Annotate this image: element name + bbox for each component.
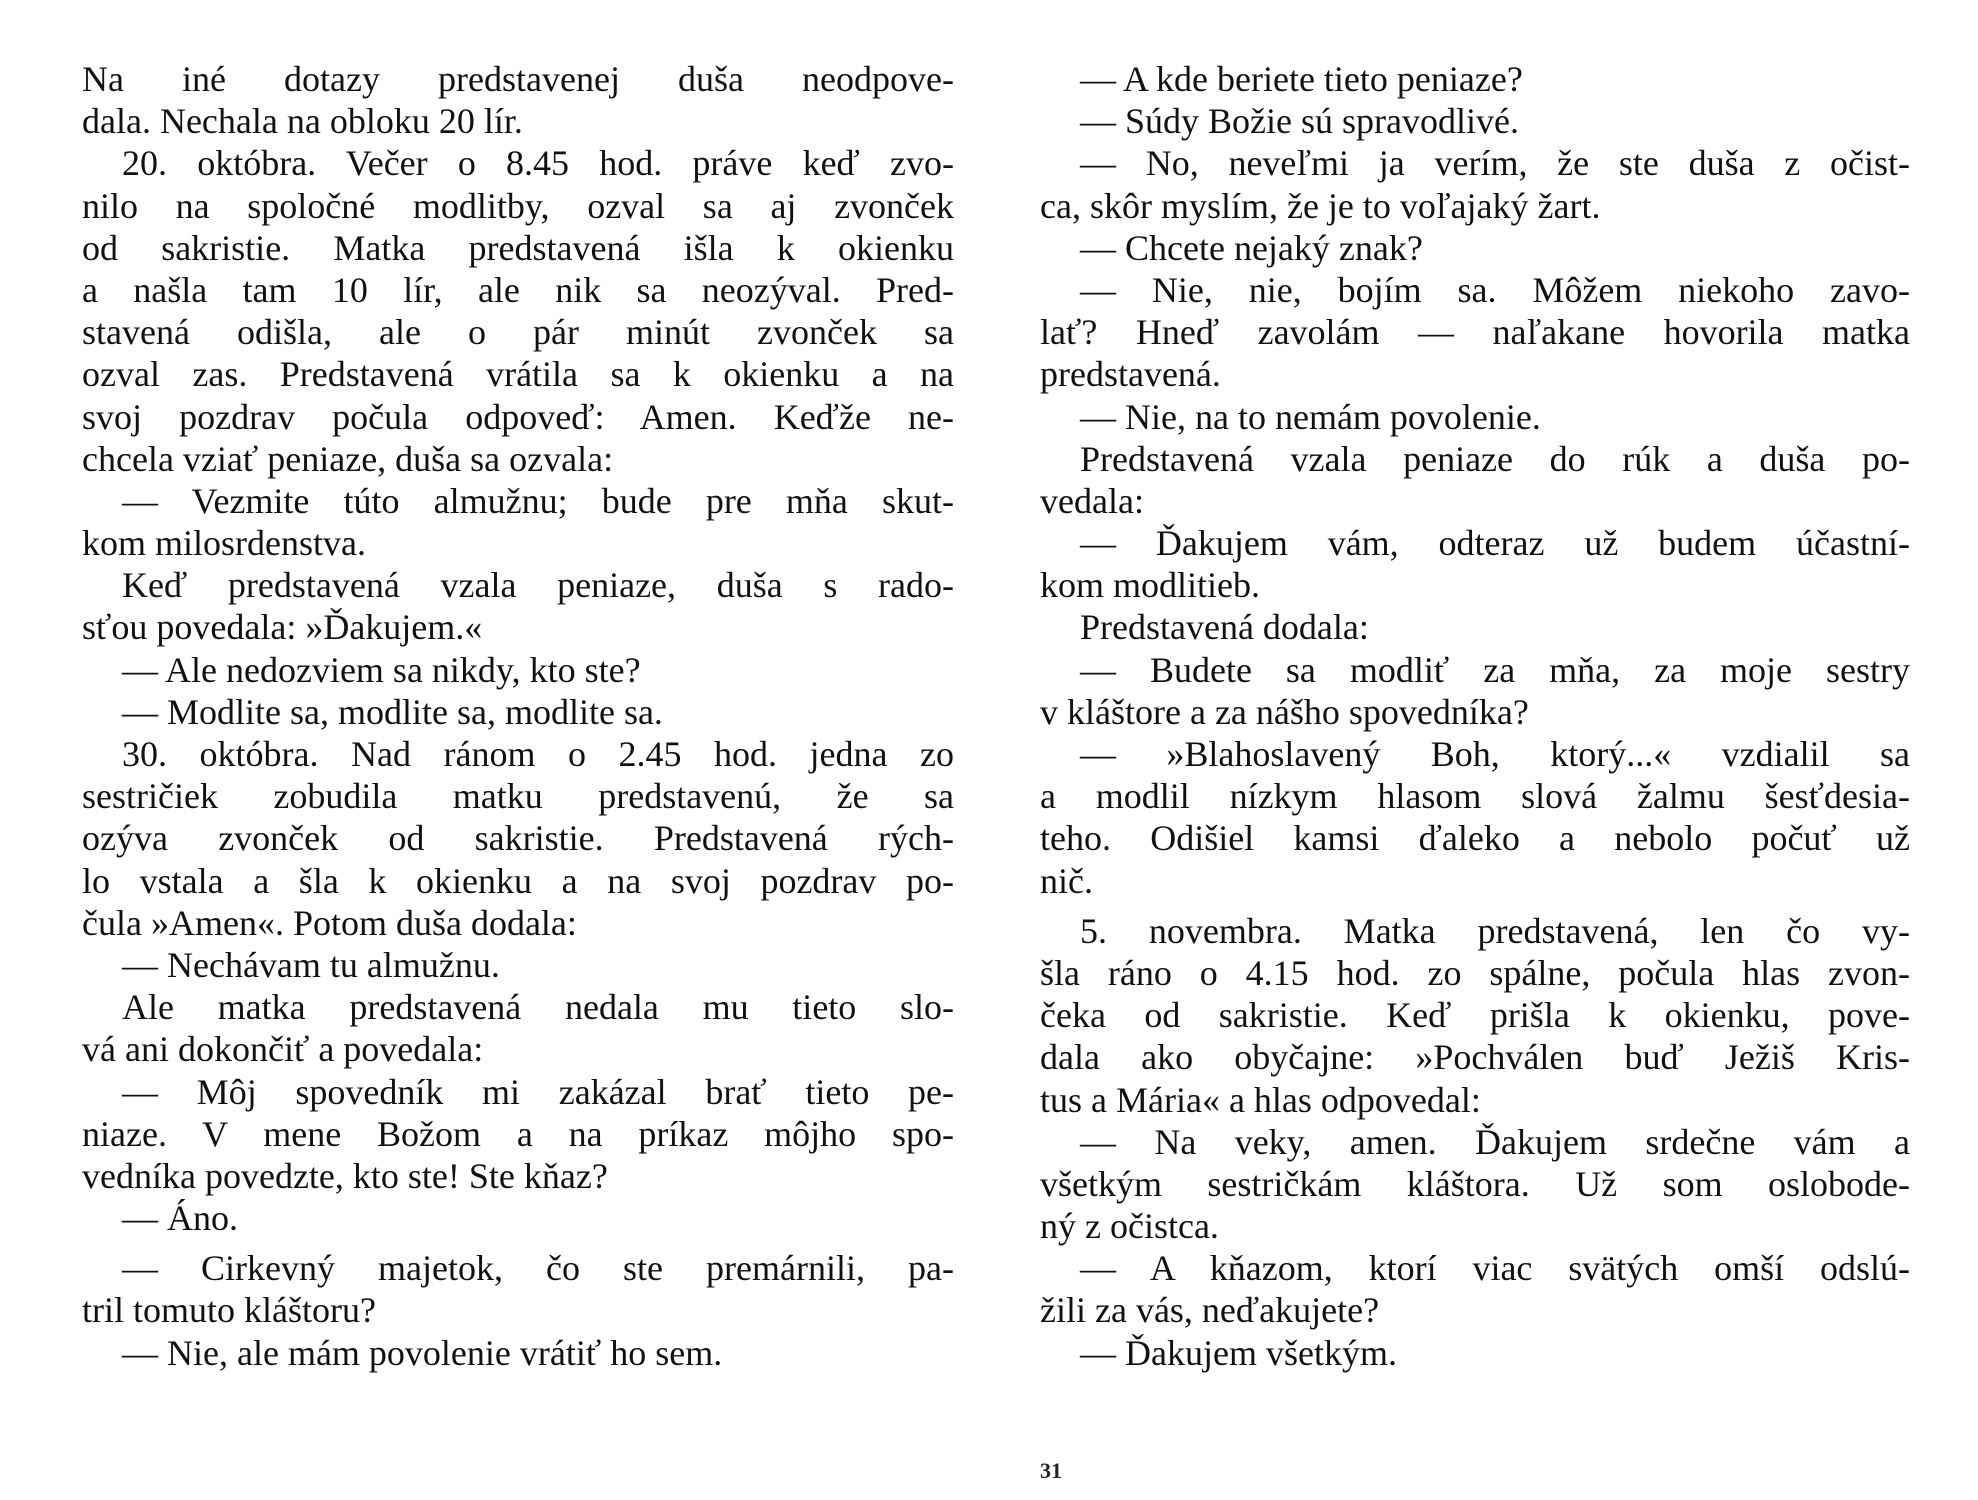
text-line: 30. októbra. Nad ránom o 2.45 hod. jedna zo xyxy=(122,734,954,774)
text-line: predstavená. xyxy=(1040,354,1221,395)
text-line: 20. októbra. Večer o 8.45 hod. práve keď zvo- xyxy=(122,143,954,184)
text-line: — Ďakujem vám, odteraz už budem účastní- xyxy=(1080,523,1910,564)
text-line: — Nie, na to nemám povolenie. xyxy=(1080,396,1541,437)
text-line: — No, neveľmi ja verím, že ste duša z očist- xyxy=(1080,143,1910,184)
text-line: stavená odišla, ale o pár minút zvonček sa xyxy=(82,312,954,353)
text-line: lo vstala a šla k okienku a na svoj pozdrav po- xyxy=(82,860,954,901)
text-line: — Na veky, amen. Ďakujem srdečne vám a xyxy=(1080,1121,1910,1162)
text-line: Na iné dotazy predstavenej duša neodpove- xyxy=(82,59,954,99)
left-page xyxy=(82,58,954,1374)
text-line: niaze. V mene Božom a na príkaz môjho spo- xyxy=(82,1113,954,1154)
text-line: kom modlitieb. xyxy=(1040,565,1260,606)
text-line: — A kňazom, ktorí viac svätých omší odslú- xyxy=(1080,1248,1910,1289)
text-line: — Áno. xyxy=(122,1198,238,1239)
text-line: nič. xyxy=(1040,860,1093,901)
text-line: 5. novembra. Matka predstavená, len čo vy- xyxy=(1080,910,1910,951)
text-line: kom milosrdenstva. xyxy=(82,523,366,564)
text-line: chcela vziať peniaze, duša sa ozvala: xyxy=(82,438,614,479)
text-line: v kláštore a za nášho spovedníka? xyxy=(1040,691,1529,732)
text-line: — Nechávam tu almužnu. xyxy=(122,944,500,985)
text-line: sťou povedala: »Ďakujem.« xyxy=(82,607,483,648)
text-line: šla ráno o 4.15 hod. zo spálne, počula hlas zvon- xyxy=(1040,952,1910,993)
text-line: — Chcete nejaký znak? xyxy=(1080,227,1423,268)
text-line: Predstavená dodala: xyxy=(1080,607,1369,648)
text-line: sestričiek zobudila matku predstavenú, že sa xyxy=(82,776,954,817)
text-line: Predstavená vzala peniaze do rúk a duša po- xyxy=(1080,438,1910,479)
text-line: — Vezmite túto almužnu; bude pre mňa skut- xyxy=(122,480,954,521)
text-line: vá ani dokončiť a povedala: xyxy=(82,1029,484,1070)
text-line: — Nie, nie, bojím sa. Môžem niekoho zavo- xyxy=(1080,269,1910,310)
text-line: — »Blahoslavený Boh, ktorý...« vzdialil sa xyxy=(1080,734,1910,774)
text-line: dala. Nechala na obloku 20 lír. xyxy=(82,101,523,142)
text-line: lať? Hneď zavolám — naľakane hovorila matka xyxy=(1040,312,1910,353)
text-line: ozýva zvonček od sakristie. Predstavená rých- xyxy=(82,818,954,859)
text-line: — Budete sa modliť za mňa, za moje sestry xyxy=(1080,649,1910,690)
text-line: vedníka povedzte, kto ste! Ste kňaz? xyxy=(82,1155,608,1196)
text-line: a modlil nízkym hlasom slová žalmu šesťdesia- xyxy=(1040,776,1910,817)
page-number: 31 xyxy=(1040,1458,1062,1483)
text-line: a našla tam 10 lír, ale nik sa neozýval. Pred- xyxy=(82,269,954,310)
text-line: všetkým sestričkám kláštora. Už som oslobode- xyxy=(1040,1163,1910,1204)
text-line: od sakristie. Matka predstavená išla k okienku xyxy=(82,227,954,268)
text-line: dala ako obyčajne: »Pochválen buď Ježiš Kris- xyxy=(1040,1037,1910,1078)
right-page xyxy=(1040,58,1910,1374)
text-line: Keď predstavená vzala peniaze, duša s rado- xyxy=(122,565,954,606)
text-line: tril tomuto kláštoru? xyxy=(82,1290,376,1331)
text-line: — Môj spovedník mi zakázal brať tieto pe- xyxy=(122,1071,954,1112)
text-line: ný z očistca. xyxy=(1040,1206,1219,1247)
text-line: — Nie, ale mám povolenie vrátiť ho sem. xyxy=(122,1332,723,1373)
text-line: Ale matka predstavená nedala mu tieto slo- xyxy=(122,987,954,1028)
text-line: čula »Amen«. Potom duša dodala: xyxy=(82,902,577,943)
text-line: tus a Mária« a hlas odpovedal: xyxy=(1040,1079,1481,1120)
text-line: teho. Odišiel kamsi ďaleko a nebolo počuť už xyxy=(1040,818,1910,859)
text-line: svoj pozdrav počula odpoveď: Amen. Keďže ne- xyxy=(82,396,954,437)
text-line: žili za vás, neďakujete? xyxy=(1040,1290,1380,1331)
text-line: vedala: xyxy=(1040,480,1144,521)
text-line: — Ďakujem všetkým. xyxy=(1080,1332,1397,1373)
text-line: ca, skôr myslím, že je to voľajaký žart. xyxy=(1040,185,1601,226)
text-line: ozval zas. Predstavená vrátila sa k okienku a na xyxy=(82,354,954,395)
text-line: čeka od sakristie. Keď prišla k okienku, pove- xyxy=(1040,995,1910,1036)
text-line: — Ale nedozviem sa nikdy, kto ste? xyxy=(122,649,641,690)
text-line: — A kde beriete tieto peniaze? xyxy=(1080,59,1523,99)
text-line: — Modlite sa, modlite sa, modlite sa. xyxy=(122,691,663,732)
text-line: nilo na spoločné modlitby, ozval sa aj zvonček xyxy=(82,185,954,226)
spacer xyxy=(1040,902,1910,910)
text-line: — Cirkevný majetok, čo ste premárnili, pa- xyxy=(122,1248,954,1289)
text-line: — Súdy Božie sú spravodlivé. xyxy=(1080,101,1519,142)
spacer xyxy=(82,1239,954,1247)
